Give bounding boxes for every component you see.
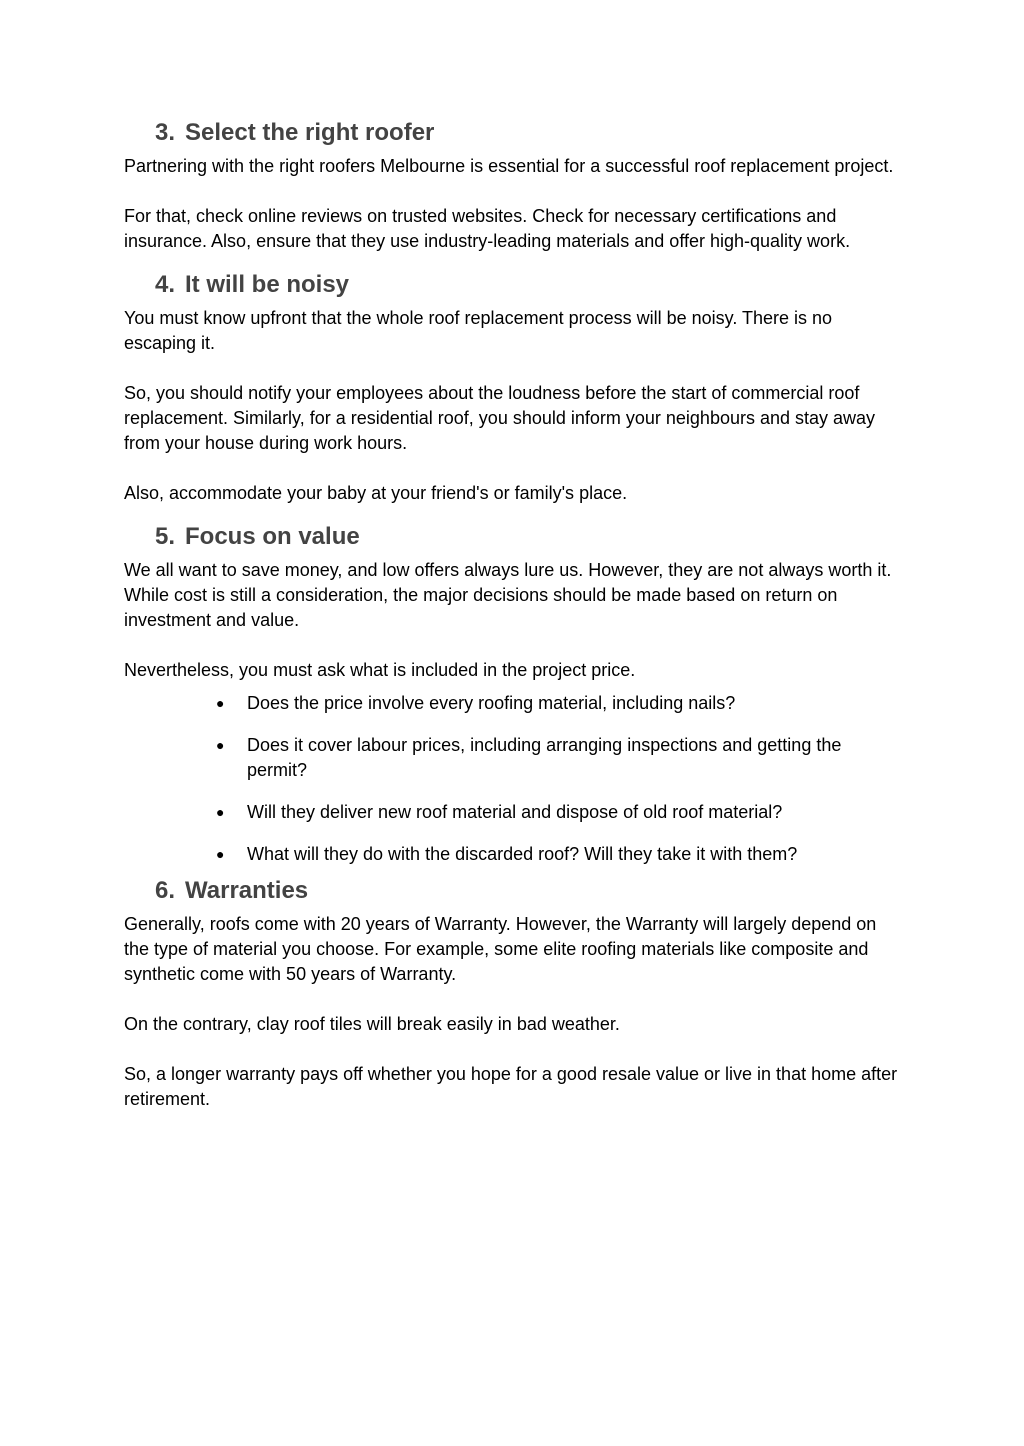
bullet-icon: ● <box>216 804 225 820</box>
section-title: Focus on value <box>185 523 360 550</box>
paragraph: We all want to save money, and low offers always lure us. However, they are not always worth it. While cost is still a consideration, the major decisions should be made based on return on investment and value. <box>124 560 892 630</box>
paragraph: Partnering with the right roofers Melbourne is essential for a successful roof replacement project. <box>124 156 894 176</box>
list-item-text: Will they deliver new roof material and dispose of old roof material? <box>247 802 783 822</box>
section-noisy <box>124 270 904 506</box>
section-title: Warranties <box>185 877 309 904</box>
section-title: It will be noisy <box>185 271 350 298</box>
section-select-roofer <box>124 118 904 254</box>
paragraph: Also, accommodate your baby at your friend's or family's place. <box>124 483 628 503</box>
list-item <box>216 842 904 867</box>
section-number: 6. <box>155 877 176 904</box>
section-number: 5. <box>155 523 176 550</box>
paragraph: Generally, roofs come with 20 years of Warranty. However, the Warranty will largely depend on the type of material you choose. For example, some elite roofing materials like composite and synthetic come with 50 years of Warranty. <box>124 914 877 984</box>
paragraph: Nevertheless, you must ask what is included in the project price. <box>124 660 636 680</box>
section-heading <box>155 270 904 300</box>
section-heading <box>155 876 904 906</box>
paragraph: So, a longer warranty pays off whether you hope for a good resale value or live in that home after retirement. <box>124 1064 898 1109</box>
list-item <box>216 691 904 716</box>
paragraph: So, you should notify your employees about the loudness before the start of commercial roof replacement. Similarly, for a residential roof, you should inform your neighbours and stay away from your house during work hours. <box>124 383 876 453</box>
paragraph: You must know upfront that the whole roof replacement process will be noisy. There is no escaping it. <box>124 308 833 353</box>
section-warranties <box>124 876 904 1112</box>
bullet-icon: ● <box>216 737 225 753</box>
section-heading <box>155 118 904 148</box>
list-item-text: Does the price involve every roofing material, including nails? <box>247 693 736 713</box>
list-item-text: What will they do with the discarded roof? Will they take it with them? <box>247 844 798 864</box>
section-heading <box>155 522 904 552</box>
bullet-list <box>124 691 904 867</box>
list-item <box>216 733 904 783</box>
section-title: Select the right roofer <box>185 119 435 146</box>
bullet-icon: ● <box>216 846 225 862</box>
bullet-icon: ● <box>216 695 225 711</box>
list-item <box>216 800 904 825</box>
section-focus-value <box>124 522 904 867</box>
paragraph: On the contrary, clay roof tiles will break easily in bad weather. <box>124 1014 620 1034</box>
document-page <box>124 118 904 1112</box>
list-item-text: Does it cover labour prices, including arranging inspections and getting the permit? <box>247 735 842 780</box>
section-number: 3. <box>155 119 176 146</box>
paragraph: For that, check online reviews on trusted websites. Check for necessary certifications and insurance. Also, ensure that they use industry-leading materials and offer high-quality work. <box>124 206 851 251</box>
section-number: 4. <box>155 271 176 298</box>
